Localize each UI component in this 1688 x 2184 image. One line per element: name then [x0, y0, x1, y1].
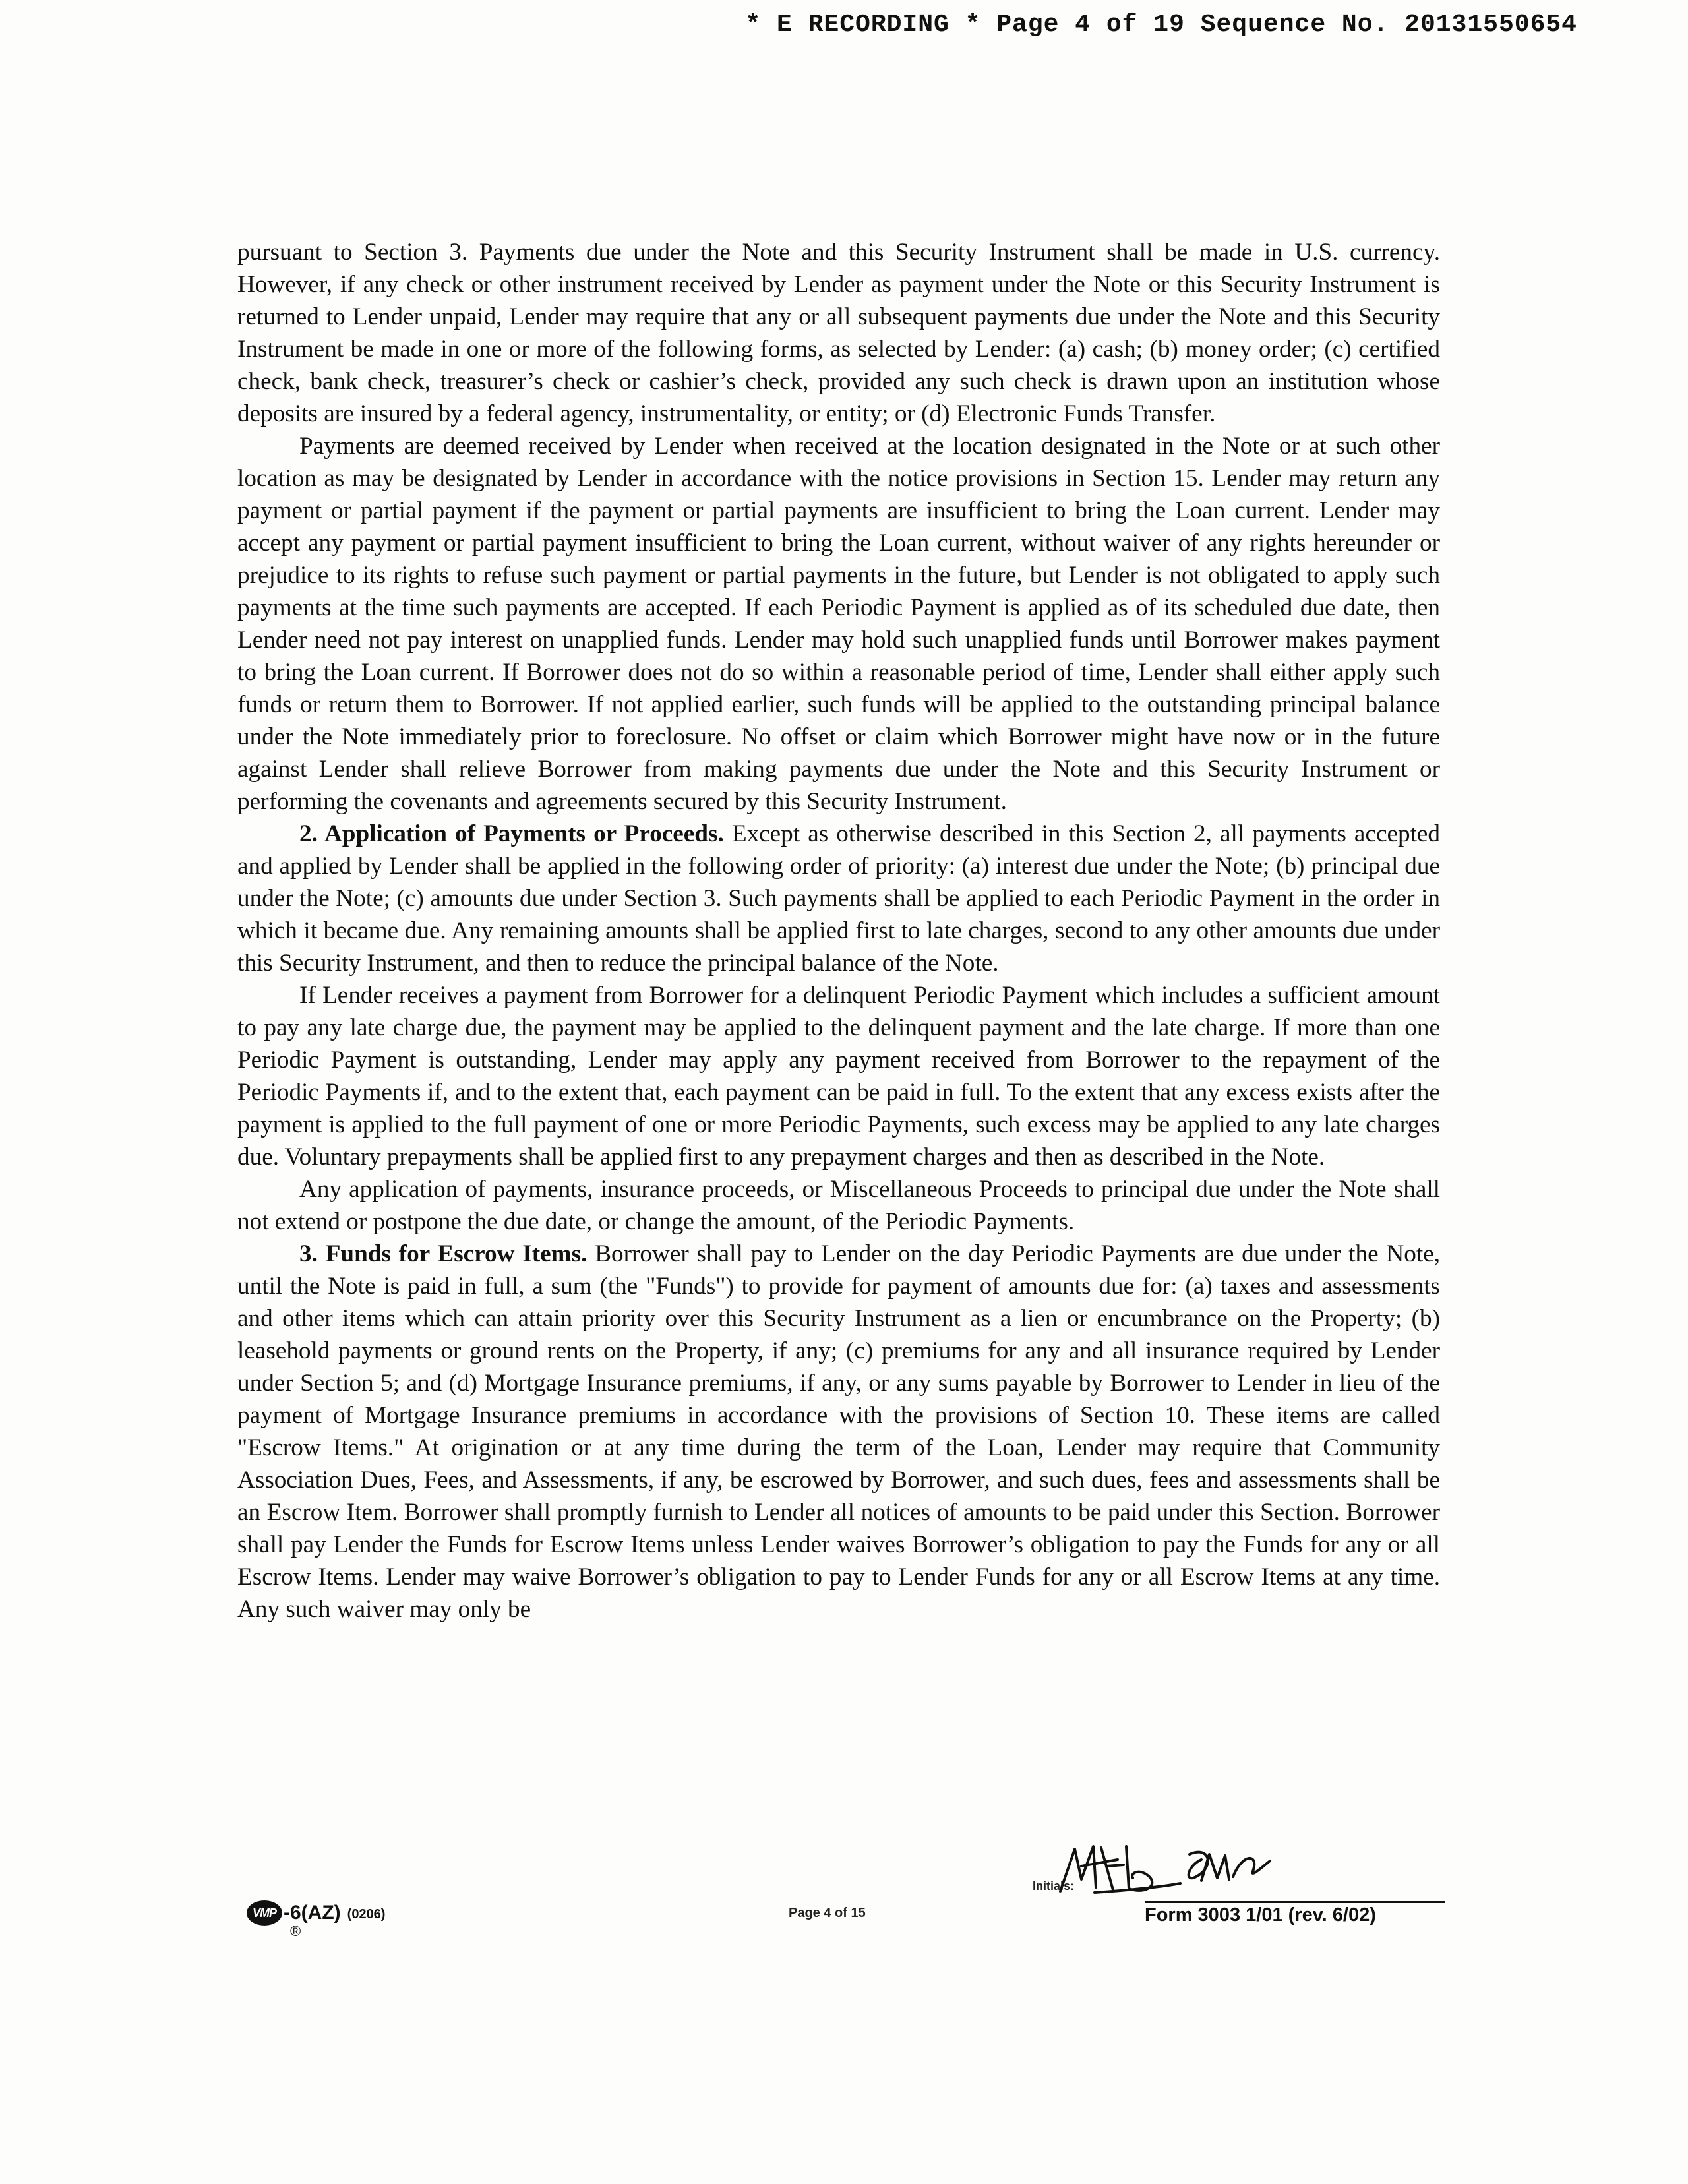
paragraph-payments-received: Payments are deemed received by Lender when received at the location designated in the Note or at such other location as may be designated by Lender in accordance with the notice provisions in Section 15. Lender may return any payment or partial payment if the payment or partial payments are insufficient to bring the Loan current. Lender may accept any payment or partial payment insufficient to bring the Loan current, without waiver of any rights hereunder or prejudice to its rights to refuse such payment or partial payments in the future, but Lender is not obligated to apply such payments at the time such payments are accepted. If each Periodic Payment is applied as of its scheduled due date, then Lender need not pay interest on unapplied funds. Lender may hold such unapplied funds until Borrower makes payment to bring the Loan current. If Borrower does not do so within a reasonable period of time, Lender shall either apply such funds or return them to Borrower. If not applied earlier, such funds will be applied to the outstanding principal balance under the Note immediately prior to foreclosure. No offset or claim which Borrower might have now or in the future against Lender shall relieve Borrower from making payments due under the Note and this Security Instrument or performing the covenants and agreements secured by this Security Instrument.: [237, 433, 1440, 815]
page-number: Page 4 of 15: [789, 1906, 866, 1920]
form-date-code: (0206): [347, 1907, 386, 1922]
section-3-escrow-items: [237, 1238, 1440, 1625]
section-2-heading: 2. Application of Payments or Proceeds.: [299, 820, 724, 847]
document-body: [237, 236, 1440, 1625]
initials-label: Initials:: [1033, 1879, 1075, 1893]
section-2-application-of-payments: [237, 818, 1440, 979]
recording-header: * E RECORDING * Page 4 of 19 Sequence No. 20131550654: [745, 11, 1577, 39]
registered-mark: ®: [290, 1923, 301, 1939]
section-2-text: Except as otherwise described in this Section 2, all payments accepted and applied by Lender shall be applied in the following order of priority: (a) interest due under the Note; (b) principal due under the Note; (c) amounts due under Section 3. Such payments shall be applied to each Periodic Payment in the order in which it became due. Any remaining amounts shall be applied first to late charges, second to any other amounts due under this Security Instrument, and then to reduce the principal balance of the Note.: [237, 820, 1440, 977]
paragraph-payment-forms: pursuant to Section 3. Payments due under the Note and this Security Instrument shall be made in U.S. currency. However, if any check or other instrument received by Lender as payment under the Note or this Security Instrument is returned to Lender unpaid, Lender may require that any or all subsequent payments due under the Note and this Security Instrument be made in one or more of the following forms, as selected by Lender: (a) cash; (b) money order; (c) certified check, bank check, treasurer’s check or cashier’s check, provided any such check is drawn upon an institution whose deposits are insured by a federal agency, instrumentality, or entity; or (d) Electronic Funds Transfer.: [237, 239, 1440, 427]
paragraph-application-to-principal: Any application of payments, insurance proceeds, or Miscellaneous Proceeds to principal due under the Note shall not extend or postpone the due date, or change the amount, of the Periodic Payments.: [237, 1176, 1440, 1235]
form-code: -6(AZ): [284, 1902, 341, 1924]
section-3-text: Borrower shall pay to Lender on the day Periodic Payments are due under the Note, until the Note is paid in full, a sum (the "Funds") to provide for payment of amounts due for: (a) taxes and assessments and other items which can attain priority over this Security Instrument as a lien or encumbrance on the Property; (b) leasehold payments or ground rents on the Property, if any; (c) premiums for any and all insurance required by Lender under Section 5; and (d) Mortgage Insurance premiums, if any, or any sums payable by Borrower to Lender in lieu of the payment of Mortgage Insurance premiums in accordance with the provisions of Section 10. These items are called "Escrow Items." At origination or at any time during the term of the Loan, Lender may require that Community Association Dues, Fees, and Assessments, if any, be escrowed by Borrower, and such dues, fees and assessments shall be an Escrow Item. Borrower shall promptly furnish to Lender all notices of amounts to be paid under this Section. Borrower shall pay Lender the Funds for Escrow Items unless Lender waives Borrower’s obligation to pay the Funds for any or all Escrow Items. Lender may waive Borrower’s obligation to pay to Lender Funds for any or all Escrow Items at any time. Any such waiver may only be: [237, 1240, 1441, 1623]
vmp-logo-icon: VMP: [247, 1900, 282, 1926]
form-number: Form 3003 1/01 (rev. 6/02): [1145, 1901, 1445, 1926]
paragraph-delinquent-payment: If Lender receives a payment from Borrower for a delinquent Periodic Payment which includes a sufficient amount to pay any late charge due, the payment may be applied to the delinquent payment and the late charge. If more than one Periodic Payment is outstanding, Lender may apply any payment received from Borrower to the repayment of the Periodic Payments if, and to the extent that, each payment can be paid in full. To the extent that any excess exists after the payment is applied to the full payment of one or more Periodic Payments, such excess may be applied to any late charges due. Voluntary prepayments shall be applied first to any prepayment charges and then as described in the Note.: [237, 982, 1440, 1170]
section-3-heading: 3. Funds for Escrow Items.: [299, 1240, 588, 1267]
handwritten-initials-signature: [1055, 1840, 1273, 1899]
form-identifier: [247, 1900, 386, 1939]
